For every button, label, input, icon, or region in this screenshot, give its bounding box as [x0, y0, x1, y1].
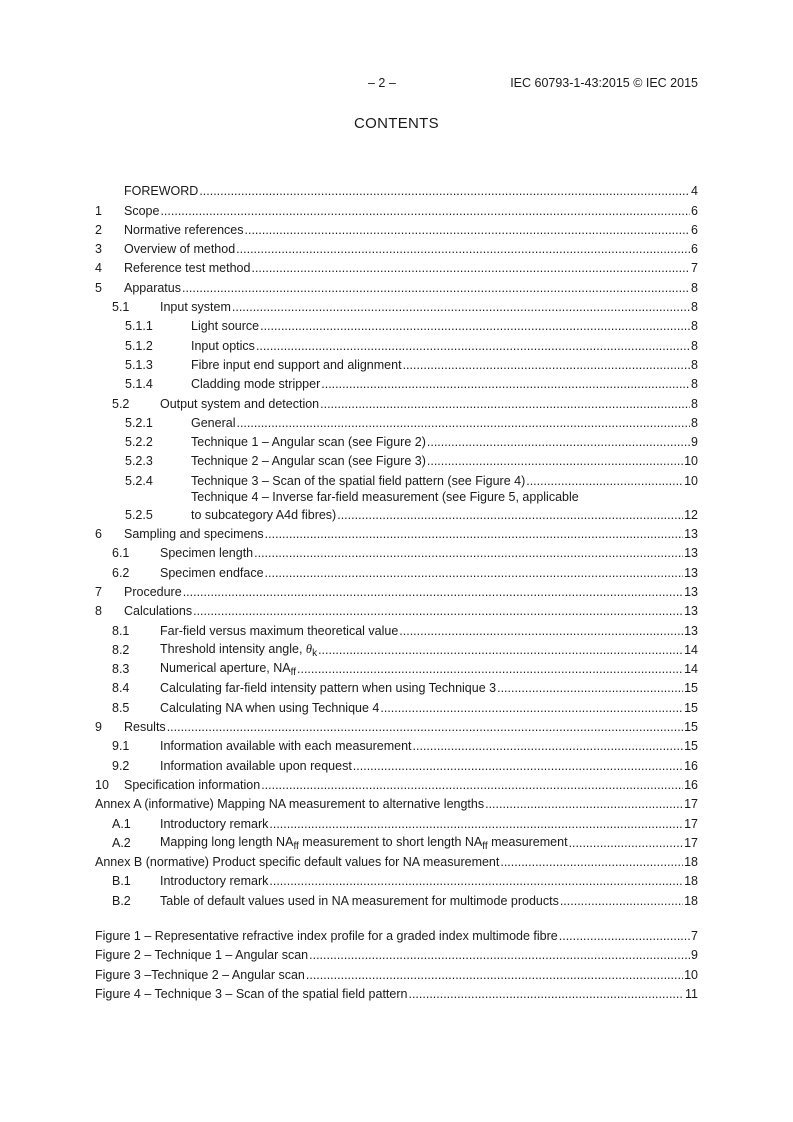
- dot-leader: [260, 319, 690, 334]
- toc-entry-label: Technique 2 – Angular scan (see Figure 3): [191, 454, 426, 469]
- toc-entry-number: 8.3: [112, 662, 130, 677]
- dot-leader: [167, 720, 683, 735]
- dot-leader: [269, 817, 683, 832]
- toc-entry-label-line1: Technique 4 – Inverse far-field measurement (see Figure 5, applicable: [191, 489, 579, 504]
- toc-entry-label: Fibre input end support and alignment: [191, 357, 402, 372]
- toc-entry-page: 6: [691, 203, 698, 218]
- toc-entry[interactable]: [95, 832, 698, 851]
- dot-leader: [265, 566, 684, 581]
- section-gap: [95, 909, 698, 925]
- theta-symbol: θ: [305, 641, 313, 656]
- toc-entry-page: 15: [684, 681, 698, 696]
- toc-entry-number: 1: [95, 203, 102, 218]
- toc-entry-label: Results: [124, 720, 166, 735]
- toc-entry-label: Cladding mode stripper: [191, 377, 321, 392]
- toc-entry-number: 6.1: [112, 546, 130, 561]
- toc-entry-number: A.2: [112, 835, 131, 850]
- toc-entry-number: 3: [95, 242, 102, 257]
- toc-entry-label: Reference test method: [124, 261, 251, 276]
- toc-entry-number: 9.2: [112, 758, 130, 773]
- toc-entry[interactable]: [95, 412, 698, 431]
- toc-entry[interactable]: [95, 925, 698, 944]
- toc-entry-number: 5.2.4: [125, 473, 153, 488]
- toc-entry-number: 8.5: [112, 700, 130, 715]
- toc-entry-page: 7: [691, 261, 698, 276]
- toc-entry-page: 13: [684, 604, 698, 619]
- toc-entry[interactable]: [95, 392, 698, 411]
- toc-entry-number: 5: [95, 280, 102, 295]
- toc-entry-page: 9: [691, 435, 698, 450]
- toc-entry-page: 4: [691, 184, 698, 199]
- toc-entry-page: 13: [684, 584, 698, 599]
- toc-entry-page: 13: [684, 565, 698, 580]
- toc-entry[interactable]: [95, 735, 698, 754]
- toc-entry-label: to subcategory A4d fibres): [191, 507, 337, 522]
- toc-entry-page: 8: [691, 280, 698, 295]
- dot-leader: [269, 874, 683, 889]
- subscript: ff: [290, 667, 296, 679]
- toc-entry-page: 8: [691, 377, 698, 392]
- toc-entry-label: Figure 2 – Technique 1 – Angular scan: [95, 948, 309, 963]
- dot-leader: [569, 836, 684, 851]
- dot-leader: [318, 643, 683, 658]
- toc-entry[interactable]: [95, 716, 698, 735]
- toc-entry[interactable]: [95, 296, 698, 315]
- dot-leader: [251, 261, 690, 276]
- toc-entry-number: A.1: [112, 816, 131, 831]
- toc-entry[interactable]: [95, 542, 698, 561]
- toc-entry-label: FOREWORD: [124, 184, 199, 199]
- toc-entry-label: Threshold intensity angle, $\theta_k$: [160, 641, 318, 659]
- toc-entry-label: Overview of method: [124, 242, 236, 257]
- toc-entry[interactable]: [95, 619, 698, 638]
- dot-leader: [236, 242, 690, 257]
- toc-entry[interactable]: [95, 696, 698, 715]
- toc-entry[interactable]: [95, 450, 698, 469]
- toc-entry-page: 17: [684, 797, 698, 812]
- toc-entry-label: Introductory remark: [160, 874, 269, 889]
- toc-entry-page: 6: [691, 222, 698, 237]
- dot-leader: [261, 778, 683, 793]
- toc-entry-page: 14: [684, 662, 698, 677]
- toc-entry[interactable]: [95, 889, 698, 908]
- dot-leader: [183, 585, 683, 600]
- toc-entry-page: 18: [684, 855, 698, 870]
- toc-entry[interactable]: [95, 315, 698, 334]
- toc-entry-number: 4: [95, 261, 102, 276]
- toc-entry-label: Table of default values used in NA measurement for multimode products: [160, 893, 559, 908]
- toc-entry-page: 15: [684, 739, 698, 754]
- toc-entry-number: 9.1: [112, 739, 130, 754]
- subscript: k: [312, 647, 318, 659]
- toc-entry-page: 13: [684, 623, 698, 638]
- dot-leader: [485, 797, 683, 812]
- toc-entry-number: 7: [95, 584, 102, 599]
- toc-entry-label: Sampling and specimens: [124, 527, 264, 542]
- dot-leader: [399, 624, 683, 639]
- toc-entry-page: 11: [685, 986, 698, 1001]
- toc-entry-label: Figure 3 –Technique 2 – Angular scan: [95, 967, 305, 982]
- toc-entry-page: 15: [684, 720, 698, 735]
- subscript: ff: [482, 840, 488, 852]
- subscript: ff: [293, 840, 299, 852]
- dot-leader: [526, 474, 683, 489]
- toc-entry-label: Mapping long length $NA_{ff}$ measurement to short length $NA_{ff}$ measurement: [160, 834, 568, 852]
- toc-entry[interactable]: [95, 639, 698, 658]
- toc-entry[interactable]: [95, 677, 698, 696]
- toc-entry[interactable]: [95, 983, 698, 1002]
- toc-entry-label: Normative references: [124, 222, 244, 237]
- toc-entry[interactable]: [95, 257, 698, 276]
- dot-leader: [321, 377, 690, 392]
- toc-entry-page: 10: [684, 454, 698, 469]
- toc-entry-page: 10: [684, 967, 698, 982]
- dot-leader: [245, 223, 691, 238]
- dot-leader: [309, 948, 690, 963]
- dot-leader: [320, 397, 690, 412]
- dot-leader: [199, 184, 690, 199]
- toc-entry-page: 8: [691, 300, 698, 315]
- toc-entry-label: General: [191, 415, 236, 430]
- dot-leader: [353, 759, 683, 774]
- dot-leader: [236, 416, 690, 431]
- dot-leader: [254, 546, 683, 561]
- toc-entry[interactable]: [95, 219, 698, 238]
- toc-entry-label: Figure 1 – Representative refractive index profile for a graded index multimode fibre: [95, 928, 558, 943]
- toc-entry[interactable]: [95, 469, 698, 488]
- toc-entry[interactable]: [95, 812, 698, 831]
- toc-entry[interactable]: [95, 561, 698, 580]
- toc-entry-label: Far-field versus maximum theoretical value: [160, 623, 399, 638]
- dot-leader: [193, 604, 683, 619]
- toc-entry-number: 9: [95, 720, 102, 735]
- toc-entry[interactable]: [95, 373, 698, 392]
- toc-entry[interactable]: [95, 489, 698, 523]
- toc-entry-label: Specimen endface: [160, 565, 264, 580]
- toc-entry-page: 17: [684, 835, 698, 850]
- toc-entry-page: 18: [684, 874, 698, 889]
- toc-entry-number: 5.2.1: [125, 415, 153, 430]
- toc-entry-page: 7: [691, 928, 698, 943]
- toc-entry-label: Information available with each measurement: [160, 739, 412, 754]
- toc-entry-page: 13: [684, 527, 698, 542]
- toc-entry[interactable]: [95, 199, 698, 218]
- toc-entry-label: Input optics: [191, 338, 255, 353]
- dot-leader: [427, 435, 690, 450]
- dot-leader: [232, 300, 690, 315]
- toc-entry-page: 12: [684, 507, 698, 522]
- toc-entry[interactable]: [95, 334, 698, 353]
- toc-entry-number: 5.1.3: [125, 357, 153, 372]
- toc-entry-label: Apparatus: [124, 280, 181, 295]
- toc-entry[interactable]: [95, 600, 698, 619]
- dot-leader: [413, 739, 684, 754]
- dot-leader: [560, 894, 683, 909]
- toc-entry-label: Specification information: [124, 777, 261, 792]
- toc-entry[interactable]: [95, 793, 698, 812]
- toc-entry-page: 8: [691, 396, 698, 411]
- toc-entry-label: Information available upon request: [160, 758, 352, 773]
- toc-entry-number: 5.2.3: [125, 454, 153, 469]
- dot-leader: [497, 681, 683, 696]
- toc-entry-number: 2: [95, 222, 102, 237]
- toc-entry[interactable]: [95, 851, 698, 870]
- toc-entry-label: Light source: [191, 319, 260, 334]
- toc-entry-label: Calculating far-field intensity pattern when using Technique 3: [160, 681, 497, 696]
- toc-entry-number: 5.1: [112, 300, 130, 315]
- toc-entry-page: 8: [691, 357, 698, 372]
- toc-entry-label: Output system and detection: [160, 396, 320, 411]
- toc-entry-number: 8.4: [112, 681, 130, 696]
- toc-entry-page: 16: [684, 777, 698, 792]
- toc-entry[interactable]: [95, 774, 698, 793]
- toc-entry[interactable]: [95, 523, 698, 542]
- toc-entry[interactable]: [95, 754, 698, 773]
- toc-entry[interactable]: [95, 431, 698, 450]
- toc-entry-number: 8.1: [112, 623, 130, 638]
- dot-leader: [427, 454, 683, 469]
- toc-entry-label: Numerical aperture, $NA_{ff}$: [160, 661, 296, 679]
- toc-entry-number: 5.2.5: [125, 507, 153, 522]
- dot-leader: [500, 855, 683, 870]
- toc-entry[interactable]: [95, 276, 698, 295]
- dot-leader: [265, 527, 683, 542]
- toc-entry-label: Technique 3 – Scan of the spatial field pattern (see Figure 4): [191, 473, 526, 488]
- toc-entry-number: 5.1.1: [125, 319, 153, 334]
- document-reference: IEC 60793-1-43:2015 © IEC 2015: [510, 76, 698, 90]
- dot-leader: [306, 968, 683, 983]
- page-number: – 2 –: [368, 76, 396, 90]
- table-of-contents: [95, 180, 698, 1002]
- dot-leader: [403, 358, 690, 373]
- dot-leader: [408, 987, 684, 1002]
- toc-entry-number: 10: [95, 777, 109, 792]
- toc-entry-page: 15: [684, 700, 698, 715]
- toc-entry-label: Annex A (informative) Mapping NA measurement to alternative lengths: [95, 797, 485, 812]
- toc-entry-label: Introductory remark: [160, 816, 269, 831]
- toc-entry-label: Technique 1 – Angular scan (see Figure 2): [191, 435, 426, 450]
- toc-entry-page: 6: [691, 242, 698, 257]
- dot-leader: [160, 204, 690, 219]
- toc-entry-label: Annex B (normative) Product specific default values for NA measurement: [95, 855, 500, 870]
- toc-entry-number: 6: [95, 527, 102, 542]
- toc-entry-number: 5.2: [112, 396, 130, 411]
- dot-leader: [182, 281, 690, 296]
- toc-entry-number: 5.1.4: [125, 377, 153, 392]
- dot-leader: [297, 662, 683, 677]
- toc-entry[interactable]: [95, 581, 698, 600]
- toc-entry-label: Figure 4 – Technique 3 – Scan of the spatial field pattern: [95, 986, 408, 1001]
- dot-leader: [337, 508, 683, 523]
- dot-leader: [256, 339, 690, 354]
- dot-leader: [380, 701, 683, 716]
- toc-entry-page: 18: [684, 893, 698, 908]
- toc-entry-number: B.1: [112, 874, 131, 889]
- toc-entry-number: 6.2: [112, 565, 130, 580]
- toc-entry-page: 17: [684, 816, 698, 831]
- toc-entry[interactable]: [95, 658, 698, 677]
- toc-entry[interactable]: [95, 870, 698, 889]
- toc-entry-page: 14: [684, 642, 698, 657]
- toc-entry-page: 13: [684, 546, 698, 561]
- toc-entry-label: Calculating NA when using Technique 4: [160, 700, 380, 715]
- toc-entry[interactable]: [95, 944, 698, 963]
- contents-title: CONTENTS: [354, 115, 439, 132]
- toc-entry[interactable]: [95, 180, 698, 199]
- toc-entry-page: 16: [684, 758, 698, 773]
- toc-entry-label: Calculations: [124, 604, 193, 619]
- toc-entry-number: 5.1.2: [125, 338, 153, 353]
- toc-entry-page: 8: [691, 319, 698, 334]
- toc-entry[interactable]: [95, 963, 698, 982]
- toc-entry-number: 8.2: [112, 642, 130, 657]
- dot-leader: [559, 929, 690, 944]
- toc-entry-page: 9: [691, 948, 698, 963]
- toc-entry-number: 8: [95, 604, 102, 619]
- toc-entry[interactable]: [95, 354, 698, 373]
- toc-entry-label: Input system: [160, 300, 231, 315]
- toc-entry-number: 5.2.2: [125, 435, 153, 450]
- toc-entry[interactable]: [95, 238, 698, 257]
- toc-entry-number: B.2: [112, 893, 131, 908]
- toc-entry-label: Procedure: [124, 584, 182, 599]
- toc-entry-page: 10: [684, 473, 698, 488]
- toc-entry-page: 8: [691, 338, 698, 353]
- toc-entry-label: Specimen length: [160, 546, 254, 561]
- toc-entry-page: 8: [691, 415, 698, 430]
- toc-entry-label: Scope: [124, 203, 160, 218]
